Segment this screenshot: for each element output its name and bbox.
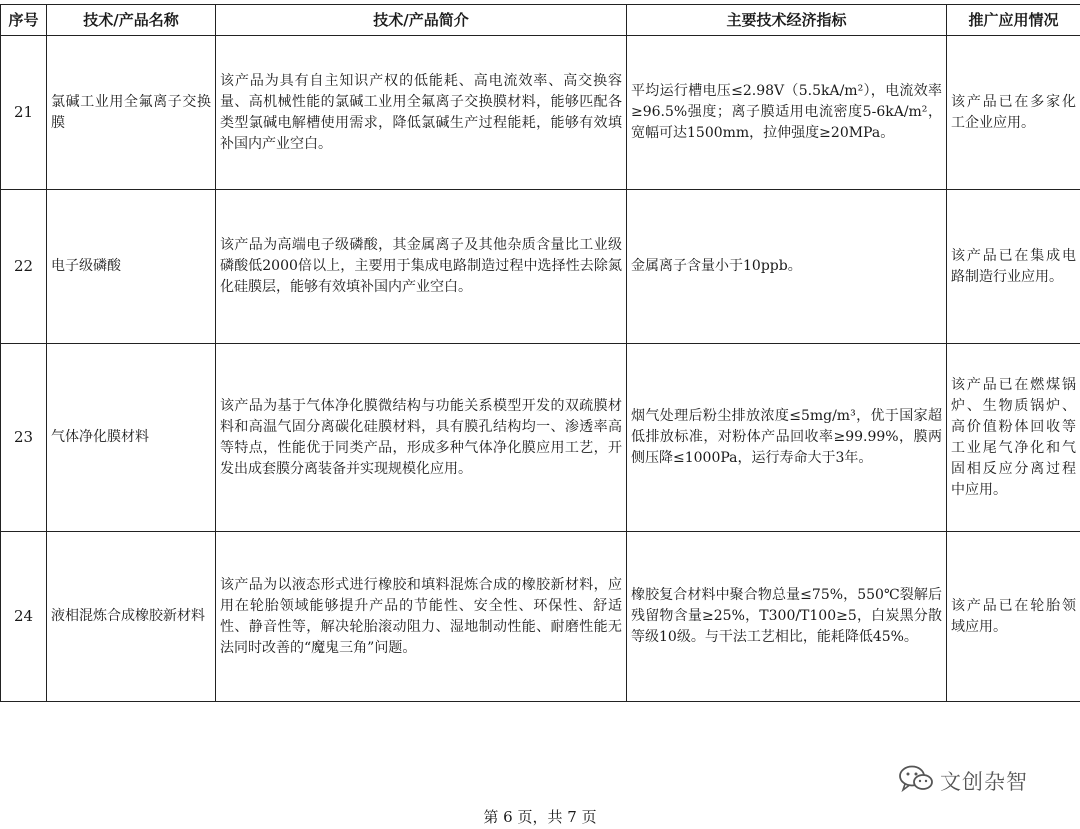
header-indicators: 主要技术经济指标 — [627, 5, 947, 36]
product-name: 液相混炼合成橡胶新材料 — [47, 532, 216, 702]
product-name: 电子级磷酸 — [47, 190, 216, 344]
row-number: 23 — [1, 344, 47, 532]
table-row — [1, 344, 1080, 532]
product-description: 该产品为以液态形式进行橡胶和填料混炼合成的橡胶新材料，应用在轮胎领域能够提升产品的节能性、安全性、环保性、舒适性、静音性等，解决轮胎滚动阻力、湿地制动性能、耐磨性能无法同时改善的“魔鬼三角”问题。 — [216, 532, 627, 702]
table-row — [1, 36, 1080, 190]
product-description: 该产品为具有自主知识产权的低能耗、高电流效率、高交换容量、高机械性能的氯碱工业用全氟离子交换膜材料，能够匹配各类型氯碱电解槽使用需求，降低氯碱生产过程能耗，能够有效填补国内产业空白。 — [216, 36, 627, 190]
product-indicators: 平均运行槽电压≤2.98V（5.5kA/m²），电流效率≥96.5%强度；离子膜适用电流密度5-6kA/m²，宽幅可达1500mm，拉伸强度≥20MPa。 — [627, 36, 947, 190]
product-indicators: 金属离子含量小于10ppb。 — [627, 190, 947, 344]
product-name: 氯碱工业用全氟离子交换膜 — [47, 36, 216, 190]
table-header-row — [1, 5, 1080, 36]
header-name: 技术/产品名称 — [47, 5, 216, 36]
product-application: 该产品已在轮胎领域应用。 — [947, 532, 1080, 702]
header-application: 推广应用情况 — [947, 5, 1080, 36]
product-description: 该产品为高端电子级磷酸，其金属离子及其他杂质含量比工业级磷酸低2000倍以上，主要用于集成电路制造过程中选择性去除氮化硅膜层，能够有效填补国内产业空白。 — [216, 190, 627, 344]
product-indicators: 橡胶复合材料中聚合物总量≤75%，550℃裂解后残留物含量≥25%，T300/T100≥5，白炭黑分散等级10级。与干法工艺相比，能耗降低45%。 — [627, 532, 947, 702]
row-number: 22 — [1, 190, 47, 344]
row-number: 24 — [1, 532, 47, 702]
watermark-label: 文创杂智 — [940, 770, 1028, 794]
header-index: 序号 — [1, 5, 47, 36]
table-row — [1, 190, 1080, 344]
tech-product-table — [0, 4, 1080, 702]
header-description: 技术/产品简介 — [216, 5, 627, 36]
product-description: 该产品为基于气体净化膜微结构与功能关系模型开发的双疏膜材料和高温气固分离碳化硅膜材料，具有膜孔结构均一、渗透率高等特点，性能优于同类产品，形成多种气体净化膜应用工艺，开发出成套膜分离装备并实现规模化应用。 — [216, 344, 627, 532]
product-application: 该产品已在集成电路制造行业应用。 — [947, 190, 1080, 344]
product-application: 该产品已在多家化工企业应用。 — [947, 36, 1080, 190]
watermark — [898, 766, 1028, 796]
table-row — [1, 532, 1080, 702]
wechat-icon — [898, 764, 934, 798]
row-number: 21 — [1, 36, 47, 190]
product-application: 该产品已在燃煤锅炉、生物质锅炉、高价值粉体回收等工业尾气净化和气固相反应分离过程中应用。 — [947, 344, 1080, 532]
page-footer: 第 6 页，共 7 页 — [483, 808, 597, 826]
product-indicators: 烟气处理后粉尘排放浓度≤5mg/m³，优于国家超低排放标准，对粉体产品回收率≥99.99%，膜两侧压降≤1000Pa，运行寿命大于3年。 — [627, 344, 947, 532]
product-name: 气体净化膜材料 — [47, 344, 216, 532]
